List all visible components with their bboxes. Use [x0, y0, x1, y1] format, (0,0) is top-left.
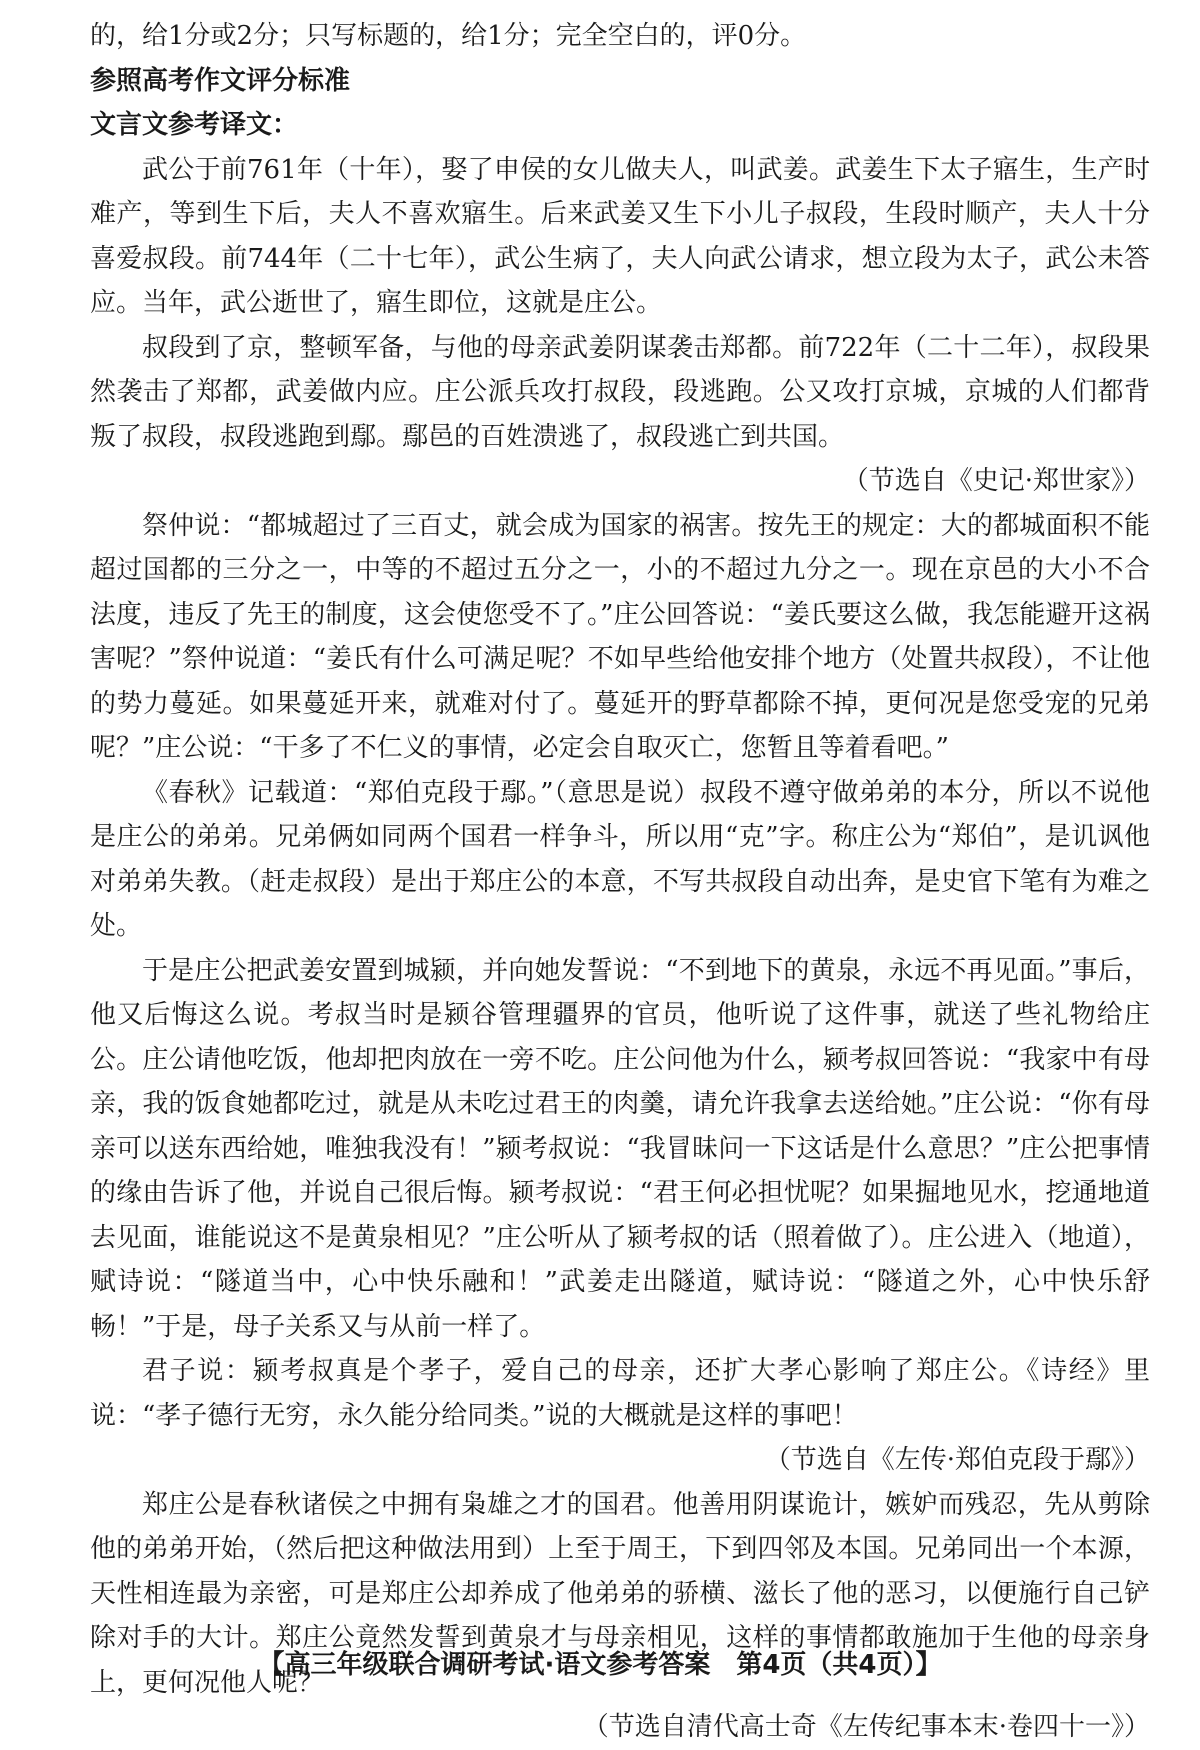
scoring-note-continuation: 的，给1分或2分；只写标题的，给1分；完全空白的，评0分。 — [90, 21, 807, 51]
source-citation-zuozhuan: （节选自《左传·郑伯克段于鄢》） — [764, 1445, 1150, 1475]
page-footer: 【高三年级联合调研考试·语文参考答案 第4页（共4页）】 — [258, 1650, 942, 1680]
translation-paragraph-5: 于是庄公把武姜安置到城颍，并向她发誓说：“不到地下的黄泉，永远不再见面。”事后，他又后悔这么说。考叔当时是颍谷管理疆界的官员，他听说了这件事，就送了些礼物给庄公。庄公请他吃饭，他却把肉放在一旁不吃。庄公问他为什么，颍考叔回答说：“我家中有母亲，我的饭食她都吃过，就是从未吃过君王的肉羹，请允许我拿去送给她。”庄公说：“你有母亲可以送东西给她，唯独我没有！”颍考叔说：“我冒昧问一下这话是什么意思？”庄公把事情的缘由告诉了他，并说自己很后悔。颍考叔说：“君王何必担忧呢？如果掘地见水，挖通地道去见面，谁能说这不是黄泉相见？”庄公听从了颍考叔的话（照着做了）。庄公进入（地道），赋诗说：“隧道当中，心中快乐融和！”武姜走出隧道，赋诗说：“隧道之外，心中快乐舒畅！”于是，母子关系又与从前一样了。 — [90, 955, 1150, 1342]
translation-paragraph-1: 武公于前761年（十年），娶了申侯的女儿做夫人，叫武姜。武姜生下太子寤生，生产时难产，等到生下后，夫人不喜欢寤生。后来武姜又生下小儿子叔段，生段时顺产，夫人十分喜爱叔段。前744年（二十七年），武公生病了，夫人向武公请求，想立段为太子，武公未答应。当年，武公逝世了，寤生即位，这就是庄公。 — [90, 154, 1150, 318]
translation-paragraph-6: 君子说：颍考叔真是个孝子，爱自己的母亲，还扩大孝心影响了郑庄公。《诗经》里说：“孝子德行无穷，永久能分给同类。”说的大概就是这样的事吧！ — [90, 1356, 1150, 1431]
translation-paragraph-4: 《春秋》记载道：“郑伯克段于鄢。”（意思是说）叔段不遵守做弟弟的本分，所以不说他是庄公的弟弟。兄弟俩如同两个国君一样争斗，所以用“克”字。称庄公为“郑伯”，是讥讽他对弟弟失教。（赶走叔段）是出于郑庄公的本意，不写共叔段自动出奔，是史官下笔有为难之处。 — [90, 777, 1150, 941]
translation-paragraph-7: 郑庄公是春秋诸侯之中拥有枭雄之才的国君。他善用阴谋诡计，嫉妒而残忍，先从剪除他的弟弟开始，（然后把这种做法用到）上至于周王，下到四邻及本国。兄弟同出一个本源，天性相连最为亲密，可是郑庄公却养成了他弟弟的骄横、滋长了他的恶习，以便施行自己铲除对手的大计。郑庄公竟然发誓到黄泉才与母亲相见，这样的事情都敢施加于生他的母亲身上，更何况他人呢？ — [90, 1489, 1150, 1698]
translation-paragraph-2: 叔段到了京，整顿军备，与他的母亲武姜阴谋袭击郑都。前722年（二十二年），叔段果然袭击了郑都，武姜做内应。庄公派兵攻打叔段，段逃跑。公又攻打京城，京城的人们都背叛了叔段，叔段逃跑到鄢。鄢邑的百姓溃逃了，叔段逃亡到共国。 — [90, 332, 1150, 452]
scoring-standard-heading: 参照高考作文评分标准 — [90, 65, 351, 96]
source-citation-jishibenmo: （节选自清代高士奇《左传纪事本末·卷四十一》） — [582, 1712, 1150, 1742]
translation-heading: 文言文参考译文： — [90, 110, 299, 140]
main-text — [90, 14, 1150, 1750]
translation-paragraph-3: 祭仲说：“都城超过了三百丈，就会成为国家的祸害。按先王的规定：大的都城面积不能超过国都的三分之一，中等的不超过五分之一，小的不超过九分之一。现在京邑的大小不合法度，违反了先王的制度，这会使您受不了。”庄公回答说：“姜氏要这么做，我怎能避开这祸害呢？”祭仲说道：“姜氏有什么可满足呢？不如早些给他安排个地方（处置共叔段），不让他的势力蔓延。如果蔓延开来，就难对付了。蔓延开的野草都除不掉，更何况是您受宠的兄弟呢？”庄公说：“干多了不仁义的事情，必定会自取灭亡，您暂且等着看吧。” — [90, 510, 1150, 763]
source-citation-shiji: （节选自《史记·郑世家》） — [842, 466, 1150, 496]
